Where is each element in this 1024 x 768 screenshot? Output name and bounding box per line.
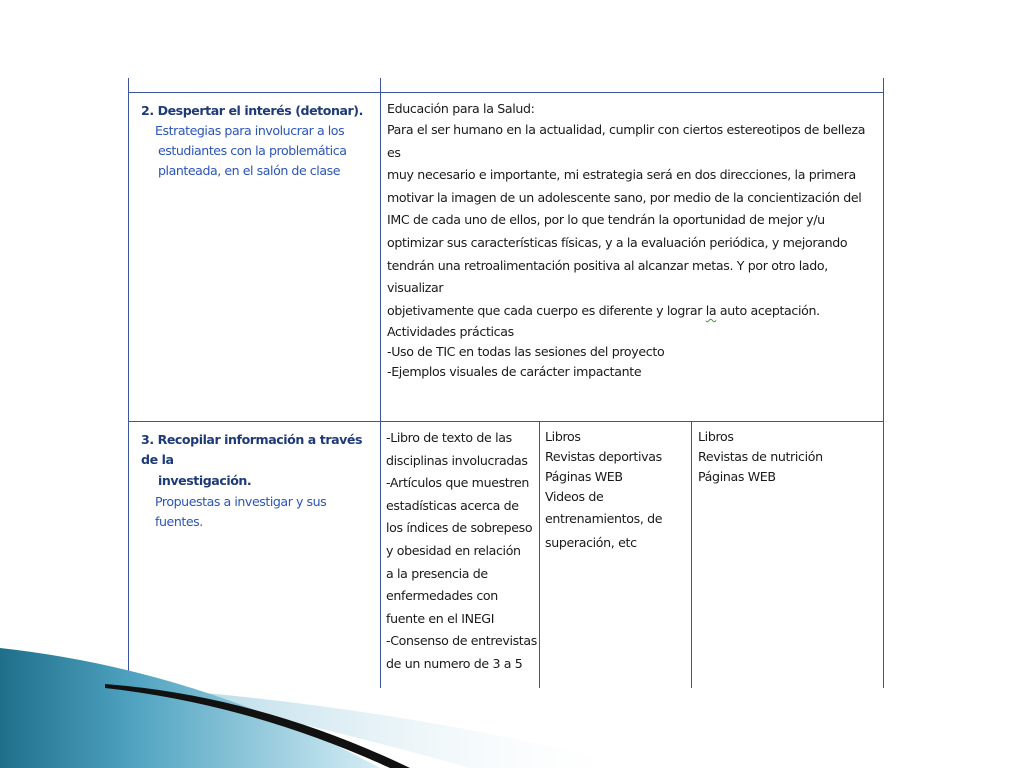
- row3-col1-line-9: fuente en el INEGI: [386, 610, 495, 626]
- row2-activity-2: -Ejemplos visuales de carácter impactante: [387, 364, 642, 380]
- row3-col1-line-11: de un numero de 3 a 5: [386, 655, 523, 671]
- row2-activity-1: -Uso de TIC en todas las sesiones del proyecto: [387, 344, 665, 360]
- row2-content-line-7-end: auto aceptación.: [716, 302, 820, 318]
- row2-description-line-1: Estrategias para involucrar a los: [155, 123, 345, 138]
- row2-description-line-2: estudiantes con la problemática: [158, 143, 347, 158]
- row3-col2-line-3: Páginas WEB: [545, 469, 623, 484]
- row2-content-line-2: muy necesario e importante, mi estrategia será en dos direcciones, la primera: [387, 167, 856, 183]
- row2-content-cell: [387, 98, 881, 382]
- row3-col1-line-2: disciplinas involucradas: [386, 452, 528, 468]
- row3-description: Propuestas a investigar y sus fuentes.: [155, 494, 327, 529]
- row3-label-cell: [141, 430, 377, 532]
- row2-label-cell: [141, 101, 377, 181]
- row2-content-line-6: tendrán una retroalimentación positiva al alcanzar metas. Y por otro lado, visualizar: [387, 257, 828, 296]
- row3-sources-cell-3: [698, 427, 880, 487]
- row3-col3-line-2: Revistas de nutrición: [698, 449, 823, 464]
- row2-activities-title: Actividades prácticas: [387, 324, 514, 340]
- row3-col2-line-4: Videos de: [545, 489, 604, 504]
- row3-col1-line-6: y obesidad en relación: [386, 542, 521, 558]
- row3-col1-line-7: a la presencia de: [386, 565, 488, 581]
- row2-content-line-5: optimizar sus características físicas, y a la evaluación periódica, y mejorando: [387, 234, 848, 250]
- table-border-left: [128, 78, 129, 688]
- row3-col2-line-1: Libros: [545, 429, 581, 444]
- row2-content-line-4: IMC de cada uno de ellos, por lo que tendrán la oportunidad de mejor y/u: [387, 212, 825, 228]
- row2-content-line-7-start: objetivamente que cada cuerpo es diferente y lograr: [387, 302, 706, 318]
- row3-col1-line-4: estadísticas acerca de: [386, 497, 519, 513]
- row3-sources-cell-2: [545, 427, 689, 554]
- row2-content-line-1: Para el ser humano en la actualidad, cumplir con ciertos estereotipos de belleza es: [387, 122, 866, 160]
- row3-col2-line-5: entrenamientos, de: [545, 511, 663, 526]
- row3-heading-line-1: 3. Recopilar información a través de la: [141, 432, 363, 467]
- row3-col2-line-2: Revistas deportivas: [545, 449, 662, 464]
- row2-description-line-3: planteada, en el salón de clase: [158, 163, 341, 178]
- row2-content-title: Educación para la Salud:: [387, 101, 535, 116]
- row3-heading-line-2: investigación.: [158, 473, 252, 488]
- table-row-separator-middle: [128, 421, 884, 422]
- row2-content-line-7: [387, 300, 881, 323]
- row3-col1-line-8: enfermedades con: [386, 588, 498, 604]
- row3-col3-line-1: Libros: [698, 429, 734, 444]
- row2-content-line-3: motivar la imagen de un adolescente sano, por medio de la concientización del: [387, 189, 862, 205]
- table-row-separator-top: [128, 92, 884, 93]
- row3-col3-line-3: Páginas WEB: [698, 469, 776, 484]
- row3-col1-line-1: -Libro de texto de las: [386, 430, 512, 445]
- table-border-right: [883, 78, 884, 688]
- row2-heading: 2. Despertar el interés (detonar).: [141, 103, 363, 118]
- decorative-swoosh: [0, 600, 1024, 768]
- row3-col1-line-10: -Consenso de entrevistas: [386, 633, 537, 649]
- row3-col2-line-6: superación, etc: [545, 534, 637, 550]
- row3-col1-line-5: los índices de sobrepeso: [386, 520, 533, 536]
- table-border-divider-main: [380, 78, 381, 688]
- row3-col1-line-3: -Artículos que muestren: [386, 475, 529, 491]
- spelling-flag-word: la: [705, 302, 717, 318]
